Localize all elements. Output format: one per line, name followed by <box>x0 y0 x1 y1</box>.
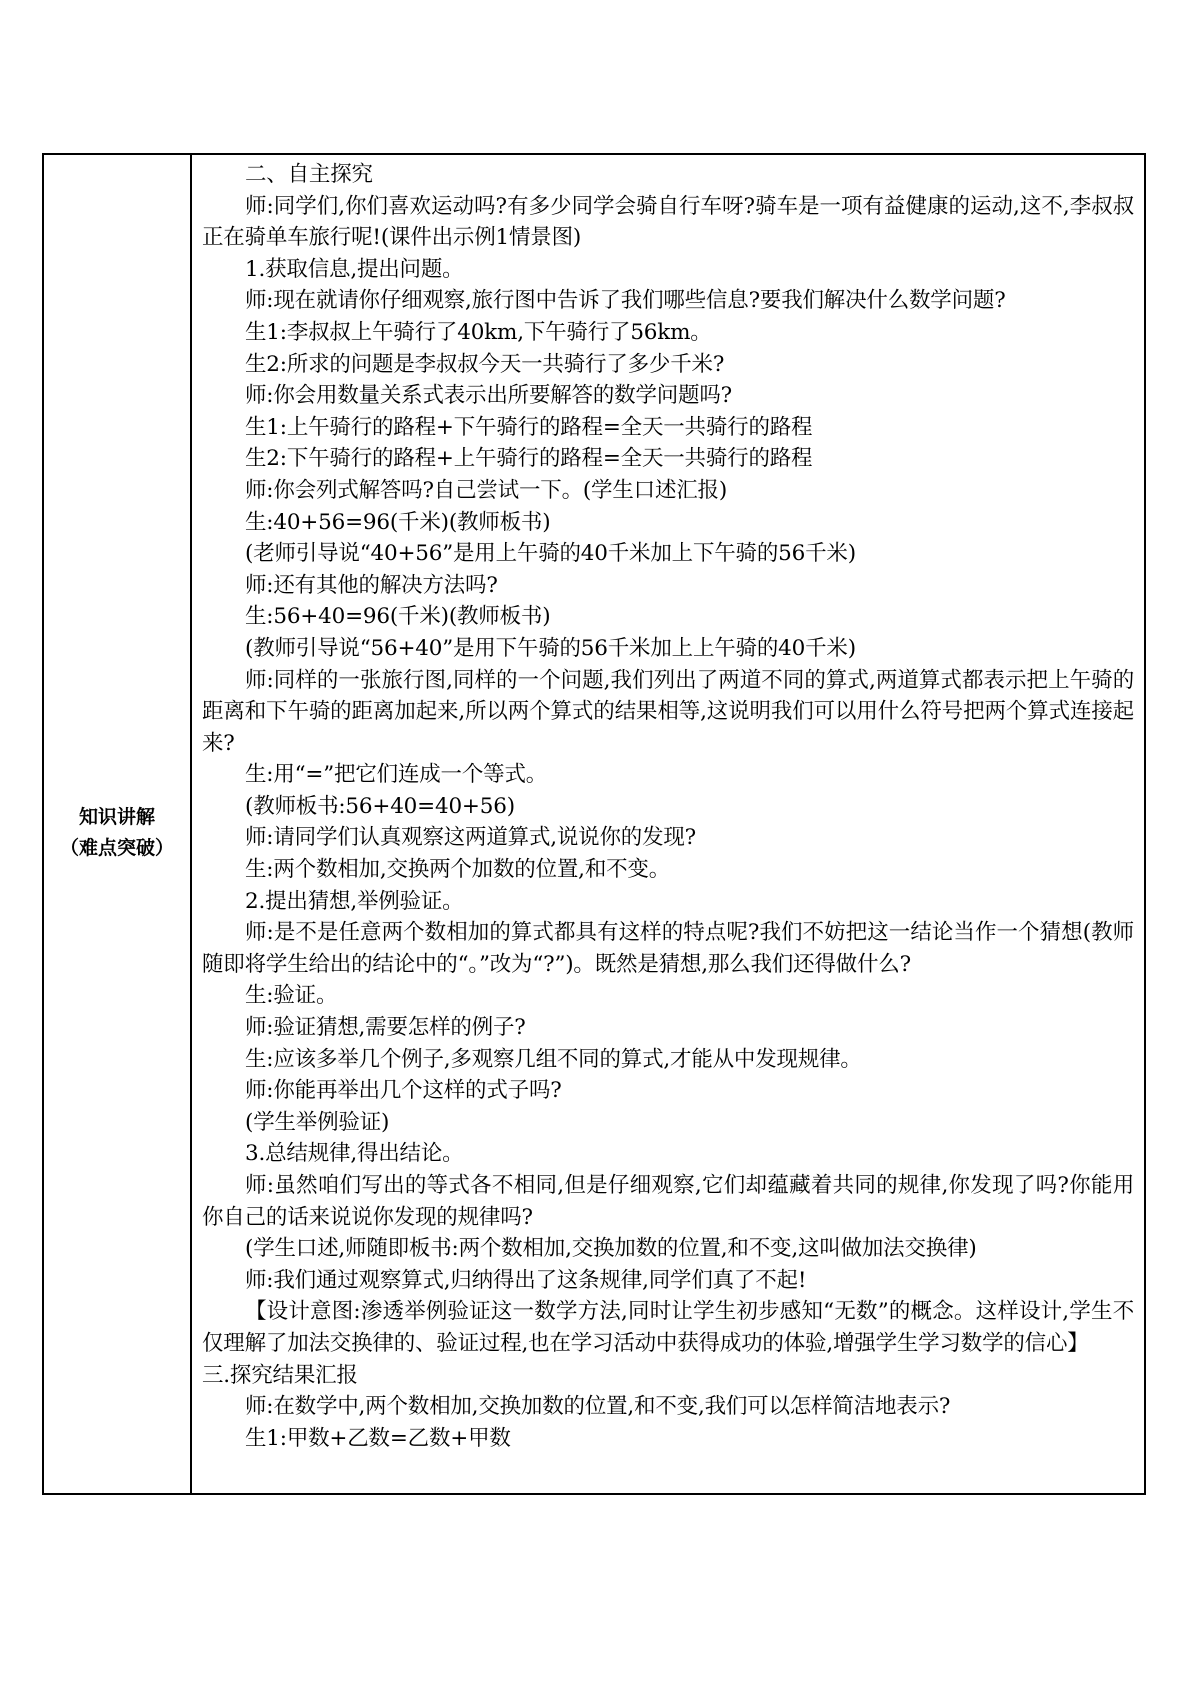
lesson-paragraph: 师:同学们,你们喜欢运动吗?有多少同学会骑自行车呀?骑车是一项有益健康的运动,这不,李叔叔正在骑单车旅行呢!(课件出示例1情景图) <box>202 193 1134 251</box>
lesson-paragraph: 三.探究结果汇报 <box>202 1362 358 1388</box>
lesson-paragraph: (学生口述,师随即板书:两个数相加,交换加数的位置,和不变,这叫做加法交换律) <box>245 1236 977 1262</box>
lesson-paragraph: 师:现在就请你仔细观察,旅行图中告诉了我们哪些信息?要我们解决什么数学问题? <box>245 288 1006 314</box>
lesson-paragraph: 生:40+56=96(千米)(教师板书) <box>245 509 551 535</box>
lesson-paragraph: 生:56+40=96(千米)(教师板书) <box>245 604 551 630</box>
lesson-paragraph: 师:虽然咱们写出的等式各不相同,但是仔细观察,它们却蕴藏着共同的规律,你发现了吗?你能用你自己的话来说说你发现的规律吗? <box>202 1173 1134 1230</box>
lesson-paragraph: 师:同样的一张旅行图,同样的一个问题,我们列出了两道不同的算式,两道算式都表示把上午骑的距离和下午骑的距离加起来,所以两个算式的结果相等,这说明我们可以用什么符号把两个算式连接起来? <box>202 667 1134 756</box>
lesson-paragraph: 生2:下午骑行的路程+上午骑行的路程=全天一共骑行的路程 <box>245 446 813 472</box>
lesson-paragraph: 师:你会用数量关系式表示出所要解答的数学问题吗? <box>245 383 732 409</box>
lesson-table <box>42 153 1146 1495</box>
lesson-paragraph: 3.总结规律,得出结论。 <box>245 1141 464 1167</box>
lesson-paragraph: 生1:上午骑行的路程+下午骑行的路程=全天一共骑行的路程 <box>245 414 813 440</box>
lesson-paragraph: (学生举例验证) <box>245 1109 390 1135</box>
lesson-content-cell <box>192 155 1144 1493</box>
lesson-paragraph: 师:请同学们认真观察这两道算式,说说你的发现? <box>245 825 697 851</box>
lesson-paragraph: 师:还有其他的解决方法吗? <box>245 572 498 598</box>
lesson-paragraph: (老师引导说“40+56”是用上午骑的40千米加上下午骑的56千米) <box>245 541 856 567</box>
lesson-paragraph: 2.提出猜想,举例验证。 <box>245 888 464 914</box>
lesson-paragraph: 二、自主探究 <box>245 162 373 187</box>
lesson-paragraph: (教师板书:56+40=40+56) <box>245 793 515 819</box>
lesson-paragraph: 生:验证。 <box>245 983 338 1009</box>
lesson-paragraph: 生:用“=”把它们连成一个等式。 <box>245 762 548 788</box>
lesson-paragraph: 师:你能再举出几个这样的式子吗? <box>245 1078 562 1104</box>
section-label-line1: 知识讲解 <box>78 806 155 828</box>
lesson-paragraph: 生:两个数相加,交换两个加数的位置,和不变。 <box>245 857 671 883</box>
lesson-paragraph: 师:在数学中,两个数相加,交换加数的位置,和不变,我们可以怎样简洁地表示? <box>245 1394 951 1420</box>
section-label-line2: （难点突破） <box>59 837 174 859</box>
section-label-cell <box>44 155 192 1493</box>
lesson-paragraph: 师:你会列式解答吗?自己尝试一下。(学生口述汇报) <box>245 477 728 503</box>
lesson-paragraph: 生:应该多举几个例子,多观察几组不同的算式,才能从中发现规律。 <box>245 1046 862 1072</box>
lesson-paragraph: 生1:甲数+乙数=乙数+甲数 <box>245 1425 511 1451</box>
lesson-paragraph: 【设计意图:渗透举例验证这一数学方法,同时让学生初步感知“无数”的概念。这样设计,学生不仅理解了加法交换律的、验证过程,也在学习活动中获得成功的体验,增强学生学习数学的信心】 <box>202 1299 1134 1356</box>
lesson-paragraph: 生1:李叔叔上午骑行了40km,下午骑行了56km。 <box>245 319 712 345</box>
lesson-paragraph: 师:验证猜想,需要怎样的例子? <box>245 1015 526 1041</box>
lesson-paragraph: (教师引导说“56+40”是用下午骑的56千米加上上午骑的40千米) <box>245 635 856 661</box>
lesson-paragraph: 1.获取信息,提出问题。 <box>245 256 464 282</box>
lesson-paragraph: 生2:所求的问题是李叔叔今天一共骑行了多少千米? <box>245 351 725 377</box>
lesson-paragraph: 师:是不是任意两个数相加的算式都具有这样的特点呢?我们不妨把这一结论当作一个猜想(教师随即将学生给出的结论中的“。”改为“?”)。既然是猜想,那么我们还得做什么? <box>202 920 1134 977</box>
lesson-paragraph: 师:我们通过观察算式,归纳得出了这条规律,同学们真了不起! <box>245 1267 807 1293</box>
